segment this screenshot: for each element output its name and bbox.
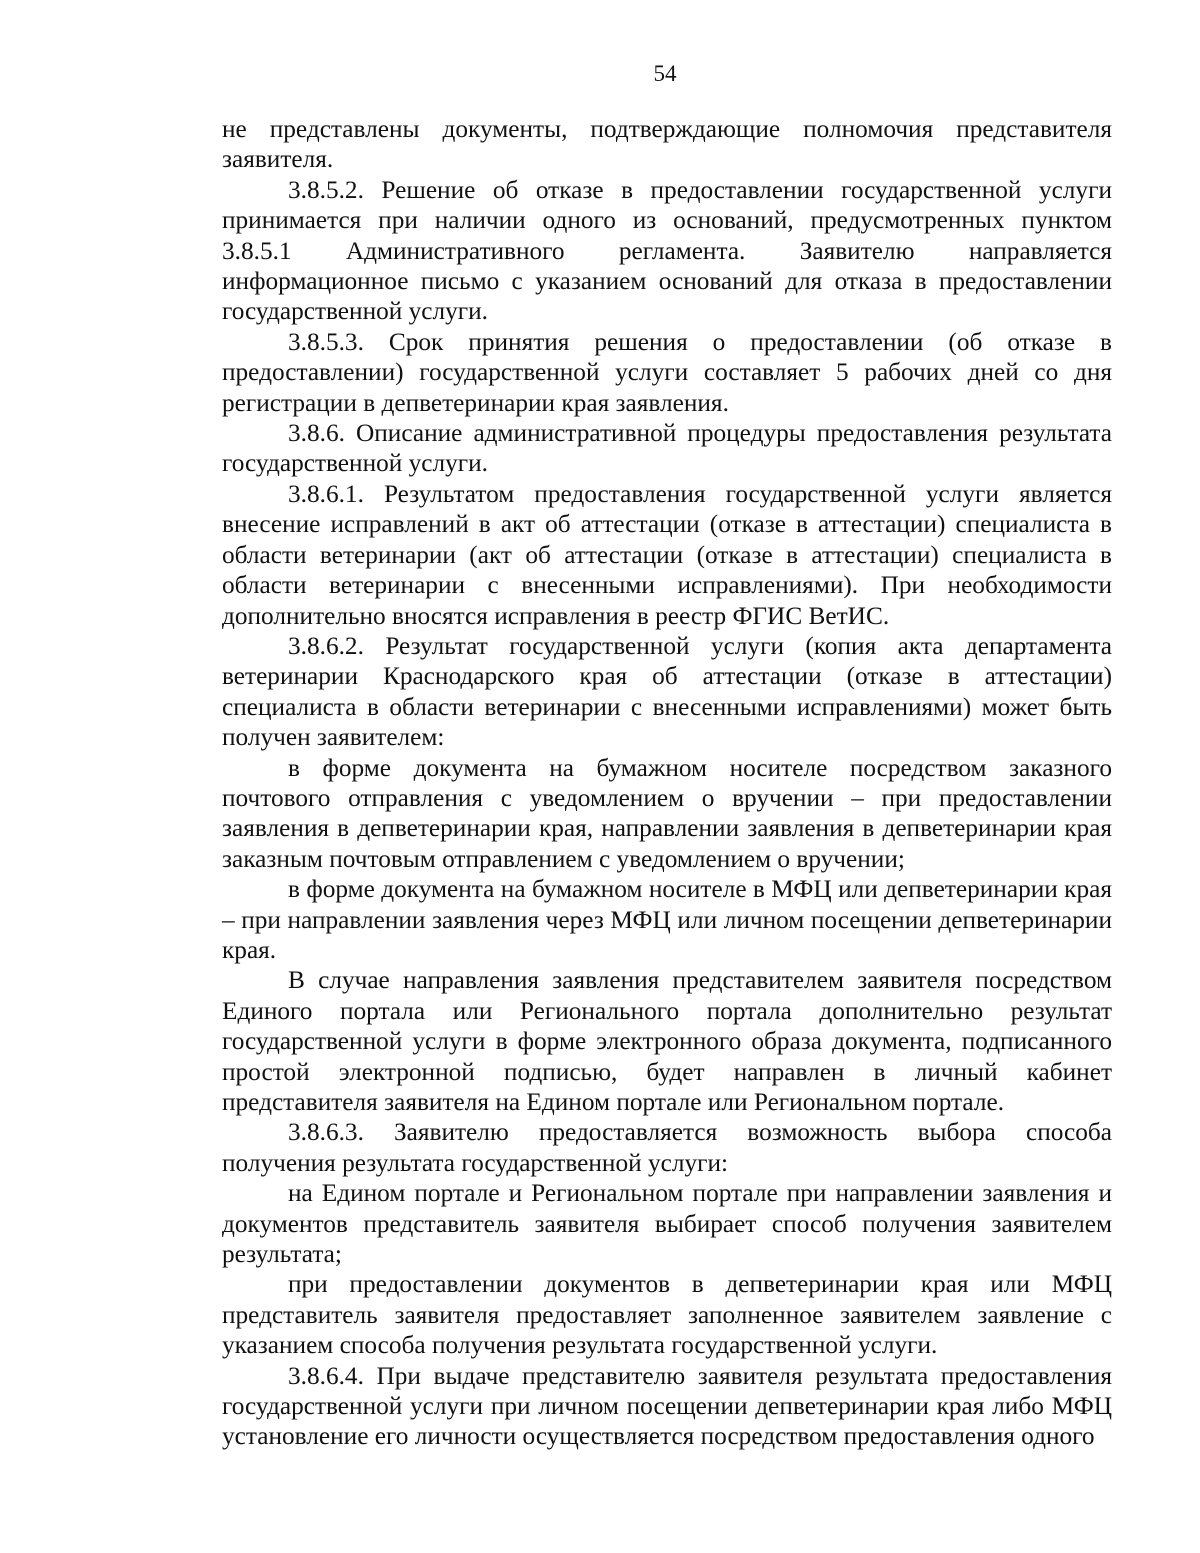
paragraph-3-8-5-2: 3.8.5.2. Решение об отказе в предоставлении государственной услуги принимается при наличии одного из оснований, предусмотренных пунктом 3.8.5.1 Административного регламента. Заявителю направляется информационное письмо с указанием оснований для отказа в предоставлении государственной услуги. (222, 175, 1112, 326)
paragraph-3-8-6: 3.8.6. Описание административной процедуры предоставления результата государственной услуги. (222, 419, 1112, 478)
paragraph-portal-choice: на Едином портале и Региональном портале при направлении заявления и документов представитель заявителя выбирает способ получения заявителем результата; (222, 1179, 1112, 1269)
paragraph-3-8-6-1: 3.8.6.1. Результатом предоставления государственной услуги является внесение исправлений в акт об аттестации (отказе в аттестации) специалиста в области ветеринарии (акт об аттестации (отказе в аттестации) специалиста в области ветеринарии с внесенными исправлениями). При необходимости дополнительно вносятся исправления в реестр ФГИС ВетИС. (222, 479, 1112, 630)
paragraph-portal: В случае направления заявления представителем заявителя посредством Единого портала или Регионального портала дополнительно результат государственной услуги в форме электронного образа документа, подписанного простой электронной подписью, будет направлен в личный кабинет представителя заявителя на Едином портале или Региональном портале. (222, 966, 1112, 1116)
paragraph-3-8-6-2: 3.8.6.2. Результат государственной услуги (копия акта департамента ветеринарии Краснодарского края об аттестации (отказе в аттестации) специалиста в области ветеринарии с внесенными исправлениями) может быть получен заявителем: (222, 631, 1112, 752)
document-body (222, 114, 1112, 1452)
paragraph-paper-mfc: в форме документа на бумажном носителе в МФЦ или депветеринарии края – при направлении заявления через МФЦ или личном посещении депветеринарии края. (222, 875, 1112, 964)
paragraph-1: не представлены документы, подтверждающие полномочия представителя заявителя. (222, 115, 1112, 174)
paragraph-paper-mail: в форме документа на бумажном носителе посредством заказного почтового отправления с уведомлением о вручении – при предоставлении заявления в депветеринарии края, направлении заявления в депветеринарии края заказным почтовым отправлением с уведомлением о вручении; (222, 753, 1112, 873)
paragraph-3-8-5-3: 3.8.5.3. Срок принятия решения о предоставлении (об отказе в предоставлении) государственной услуги составляет 5 рабочих дней со дня регистрации в депветеринарии края заявления. (222, 327, 1112, 417)
paragraph-documents-choice: при предоставлении документов в депветеринарии края или МФЦ представитель заявителя предоставляет заполненное заявителем заявление с указанием способа получения результата государственной услуги. (222, 1270, 1112, 1360)
paragraph-3-8-6-4: 3.8.6.4. При выдаче представителю заявителя результата предоставления государственной услуги при личном посещении депветеринарии края либо МФЦ установление его личности осуществляется посредством предоставления одного (222, 1361, 1112, 1451)
paragraph-3-8-6-3: 3.8.6.3. Заявителю предоставляется возможность выбора способа получения результата государственной услуги: (222, 1118, 1112, 1177)
page-number: 54 (653, 61, 677, 86)
